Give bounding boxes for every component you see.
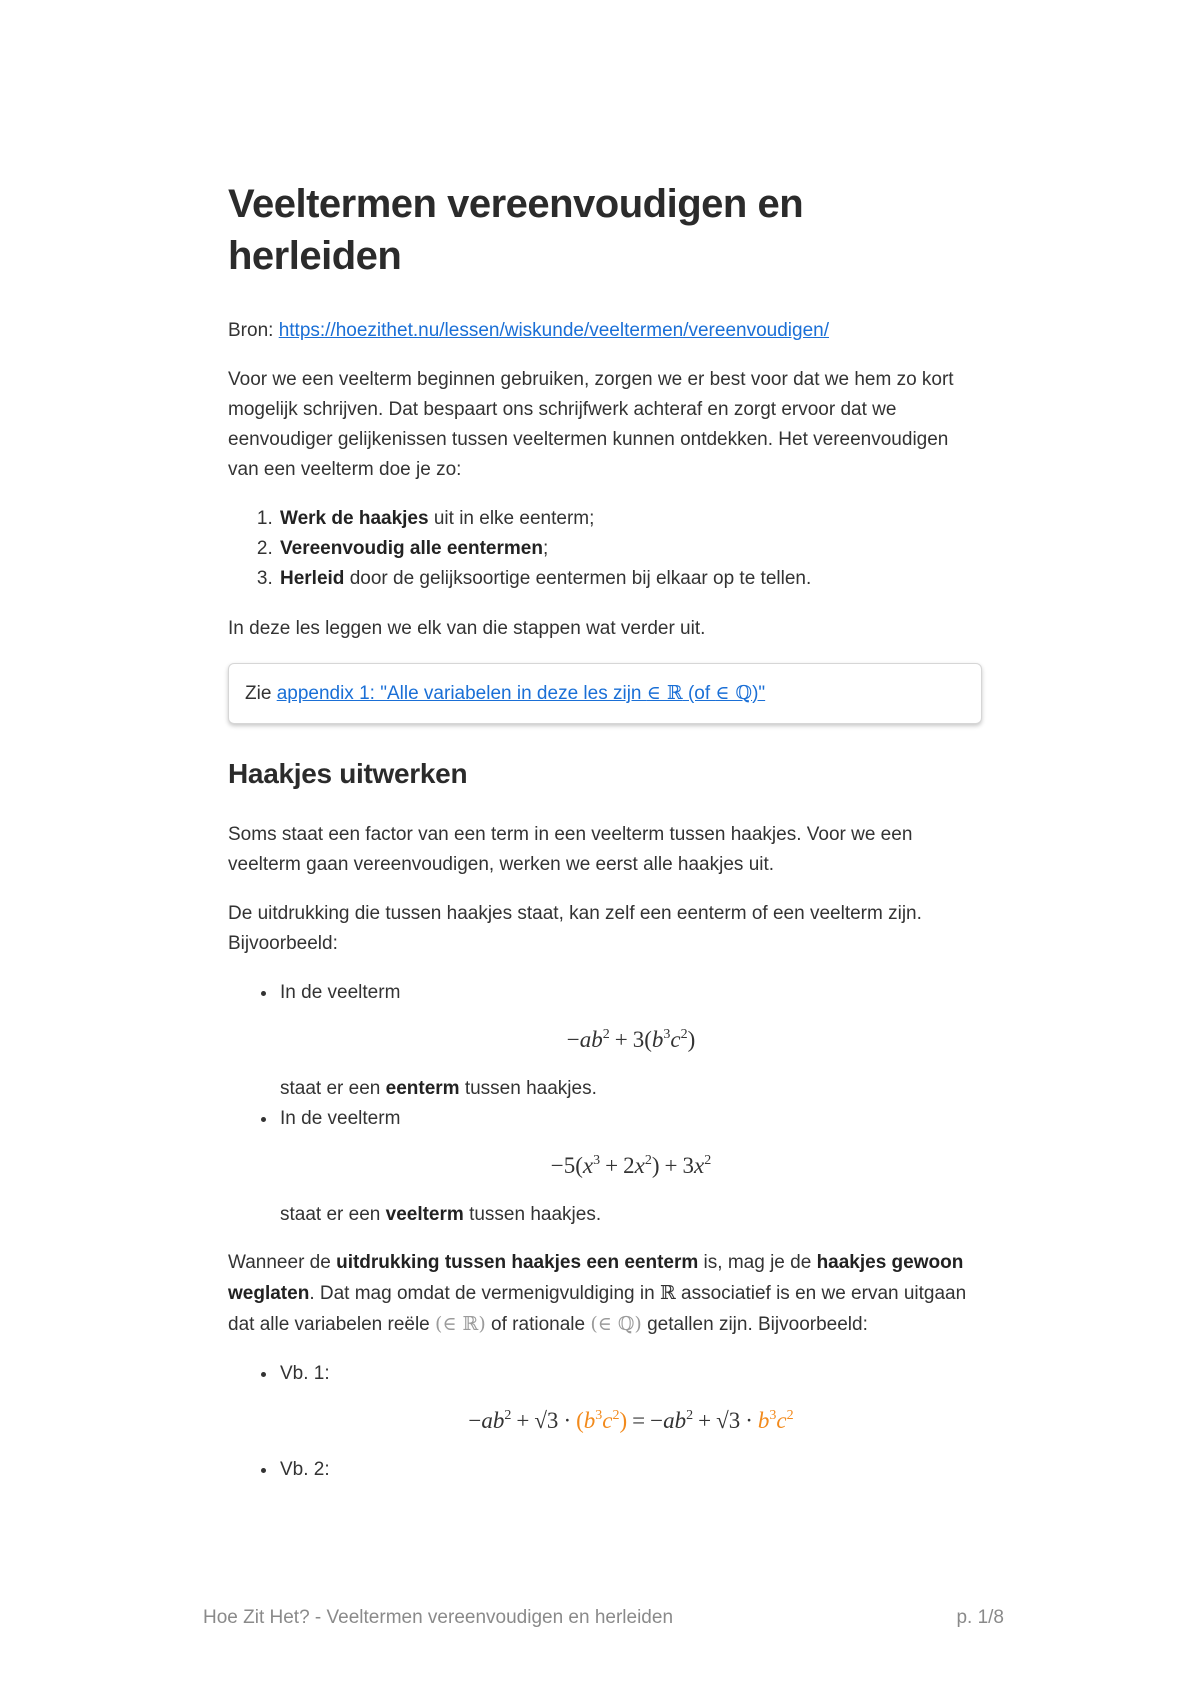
step-text: ; — [542, 538, 549, 559]
conclusion-post: tussen haakjes. — [459, 1078, 597, 1099]
math-formula-2: $-5(x^3 + 2x^2) + 3x^2$ — [550, 1153, 712, 1178]
step-item — [278, 564, 982, 594]
vb-item — [278, 1455, 982, 1485]
in-reals-symbol: (∈ ℝ) — [435, 1313, 486, 1335]
text: Wanneer de — [228, 1252, 337, 1273]
bold-text: uitdrukking tussen haakjes een eenterm — [336, 1252, 699, 1273]
conclusion-bold: veelterm — [385, 1204, 464, 1225]
callout-prefix: Zie — [245, 683, 277, 704]
real-numbers-symbol: ℝ — [659, 1282, 676, 1304]
step-item — [278, 534, 982, 564]
lesson-note: In deze les leggen we elk van die stappen wat verder uit. — [228, 618, 706, 639]
appendix-callout — [228, 663, 982, 724]
text: . Dat mag omdat de vermenigvuldiging in — [309, 1283, 660, 1304]
vb-item — [278, 1359, 982, 1441]
text: associatief is en we ervan uitgaan dat alle variabelen reële — [228, 1283, 967, 1335]
vb-label: Vb. 1: — [280, 1363, 330, 1384]
paragraph-expression: De uitdrukking die tussen haakjes staat, kan zelf een eenterm of een veelterm zijn. Bijvoorbeeld: — [228, 903, 922, 954]
example-conclusion — [280, 1074, 982, 1104]
page-title: Veeltermen vereenvoudigen en herleiden — [228, 182, 804, 278]
vb-list — [228, 1359, 982, 1485]
source-link[interactable]: https://hoezithet.nu/lessen/wiskunde/veeltermen/vereenvoudigen/ — [278, 320, 829, 341]
appendix-link-symbol-q: ∈ ℚ — [715, 682, 753, 704]
text: of rationale — [485, 1314, 591, 1335]
example-item — [278, 978, 982, 1104]
examples-list — [228, 978, 982, 1230]
text: is, mag je de — [698, 1252, 817, 1273]
math-formula-1: $-ab^2 + 3(b^3c^2)$ — [566, 1027, 696, 1052]
step-text: uit in elke eenterm; — [428, 508, 595, 529]
example-lead: In de veelterm — [280, 982, 401, 1003]
appendix-link[interactable] — [277, 683, 765, 704]
text: getallen zijn. Bijvoorbeeld: — [641, 1314, 868, 1335]
step-text: door de gelijksoortige eentermen bij elkaar op te tellen. — [344, 568, 812, 589]
document-page — [228, 178, 982, 1503]
source-line — [228, 316, 982, 346]
intro-paragraph: Voor we een veelterm beginnen gebruiken, zorgen we er best voor dat we hem zo kort mogelijk schrijven. Dat bespaart ons schrijfwerk achteraf en zorgt ervoor dat we eenvoudiger gelijkenissen tussen veeltermen kunnen ontdekken. Het vereenvoudigen van een veelterm doe je zo: — [228, 369, 954, 480]
conclusion-bold: eenterm — [385, 1078, 460, 1099]
step-bold: Vereenvoudig alle eentermen — [280, 538, 543, 559]
footer-title: Hoe Zit Het? - Veeltermen vereenvoudigen en herleiden — [203, 1607, 674, 1628]
appendix-link-symbol-r: ∈ ℝ — [646, 682, 683, 704]
example-lead: In de veelterm — [280, 1108, 401, 1129]
appendix-link-end: )" — [752, 683, 766, 704]
step-item — [278, 504, 982, 534]
appendix-link-text: appendix 1: "Alle variabelen in deze les zijn — [276, 683, 647, 704]
paragraph-associative — [228, 1248, 982, 1340]
in-rationals-symbol: (∈ ℚ) — [590, 1313, 642, 1335]
bold-text: haakjes gewoon weglaten — [228, 1252, 964, 1304]
conclusion-pre: staat er een — [280, 1204, 386, 1225]
step-bold: Werk de haakjes — [280, 508, 429, 529]
conclusion-pre: staat er een — [280, 1078, 386, 1099]
step-bold: Herleid — [280, 568, 345, 589]
vb-label: Vb. 2: — [280, 1459, 330, 1480]
paragraph-factor: Soms staat een factor van een term in een veelterm tussen haakjes. Voor we een veelterm gaan vereenvoudigen, werken we eerst alle haakjes uit. — [228, 824, 913, 875]
page-number: p. 1/8 — [956, 1607, 1004, 1628]
appendix-link-mid: (of — [682, 683, 716, 704]
conclusion-post: tussen haakjes. — [463, 1204, 602, 1225]
page-footer — [203, 1607, 1004, 1629]
example-conclusion — [280, 1200, 982, 1230]
math-formula-3: $-ab^2 + √3 \cdot (b^3c^2) = -ab^2 + √3 \cdot b^3c^2$ — [468, 1408, 794, 1433]
section-heading: Haakjes uitwerken — [228, 758, 468, 789]
example-item — [278, 1104, 982, 1230]
steps-list — [228, 504, 982, 594]
source-label: Bron: — [228, 320, 279, 341]
